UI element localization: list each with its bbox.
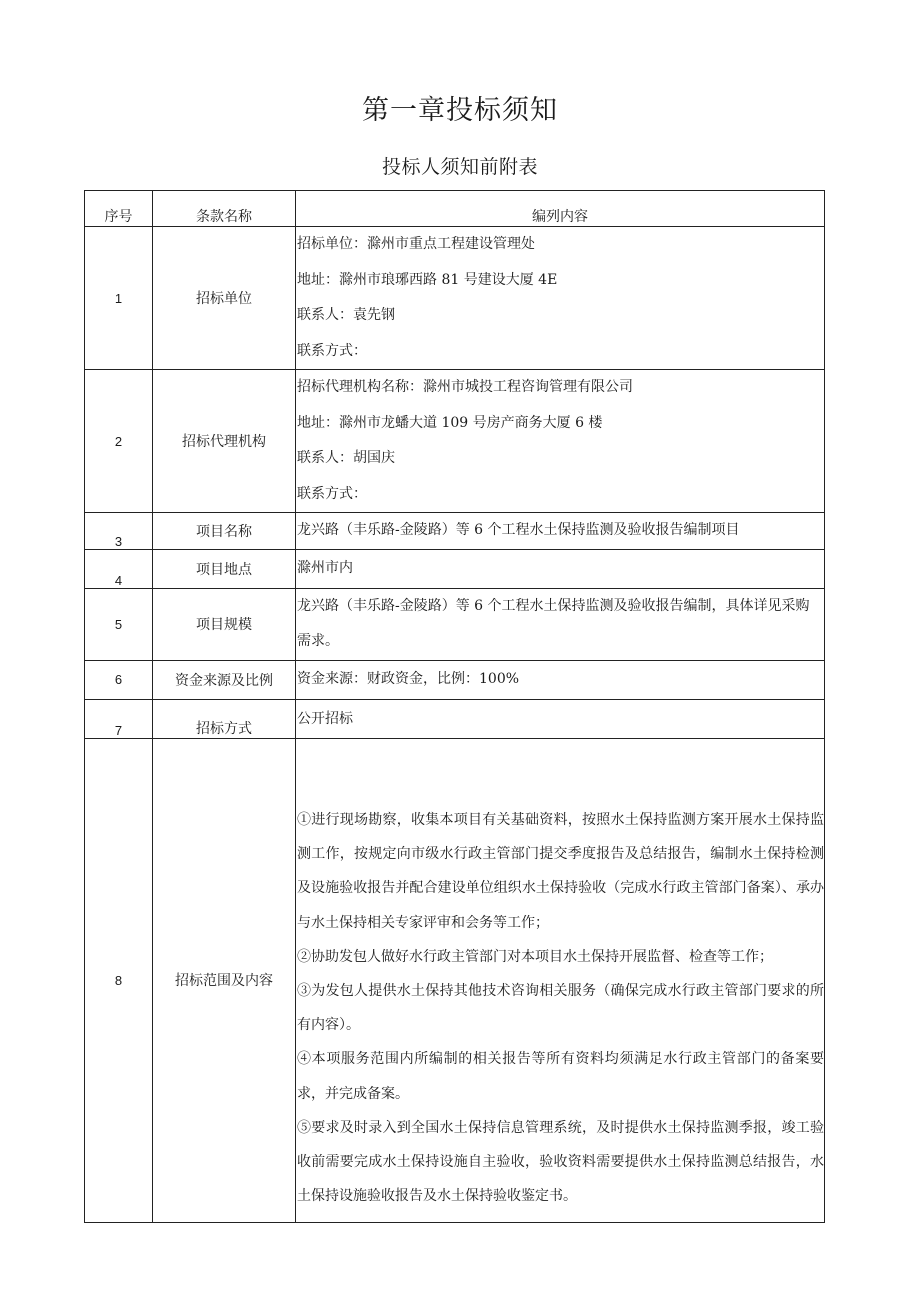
header-content: 编列内容 [296, 191, 825, 227]
row-number: 1 [85, 227, 153, 370]
table-title: 投标人须知前附表 [381, 156, 538, 178]
content-paragraph: ③为发包人提供水土保持其他技术咨询相关服务（确保完成水行政主管部门要求的所有内容）。 [297, 983, 824, 1034]
row-number: 7 [85, 699, 153, 738]
clause-content [296, 738, 825, 1222]
row-number: 8 [85, 738, 153, 1222]
row-number: 5 [85, 588, 153, 660]
row-number: 6 [85, 660, 153, 699]
table-row [85, 588, 825, 660]
clause-name: 招标代理机构 [153, 370, 296, 513]
clause-name: 项目名称 [153, 513, 296, 550]
clause-name: 招标单位 [153, 227, 296, 370]
bidder-instructions-table [84, 190, 825, 1223]
content-line: 联系方式： [297, 485, 367, 502]
content-line: 联系方式： [297, 342, 367, 359]
table-row [85, 227, 825, 370]
content-line: 招标代理机构名称：滁州市城投工程咨询管理有限公司 [297, 379, 633, 395]
table-row [85, 660, 825, 699]
row-number: 2 [85, 370, 153, 513]
table-header-row [85, 191, 825, 227]
row-number: 3 [85, 513, 153, 550]
clause-content: 龙兴路（丰乐路-金陵路）等 6 个工程水土保持监测及验收报告编制项目 [296, 513, 825, 550]
content-line: 地址：滁州市龙蟠大道 109 号房产商务大厦 6 楼 [297, 414, 603, 431]
clause-content [296, 370, 825, 513]
table-row [85, 370, 825, 513]
content-paragraph: ④本项服务范围内所编制的相关报告等所有资料均须满足水行政主管部门的备案要求，并完成备案。 [297, 1051, 824, 1102]
clause-name: 项目地点 [153, 549, 296, 588]
content-paragraph: ②协助发包人做好水行政主管部门对本项目水土保持开展监督、检查等工作； [297, 948, 773, 965]
content-line: 联系人：胡国庆 [297, 450, 395, 466]
clause-content [296, 227, 825, 370]
clause-content: 滁州市内 [296, 549, 825, 588]
content-line: 地址：滁州市琅琊西路 81 号建设大厦 4E [297, 271, 558, 288]
content-line: 联系人：袁先钢 [297, 307, 395, 323]
chapter-title: 第一章投标须知 [362, 95, 558, 126]
table-row [85, 738, 825, 1222]
clause-content: 资金来源：财政资金，比例：100% [296, 660, 825, 699]
table-row [85, 513, 825, 550]
content-paragraph: ①进行现场勘察，收集本项目有关基础资料，按照水土保持监测方案开展水土保持监测工作，按规定向市级水行政主管部门提交季度报告及总结报告，编制水土保持检测及设施验收报告并配合建设单位组织水土保持验收（完成水行政主管部门备案）、承办与水土保持相关专家评审和会务等工作； [297, 812, 824, 931]
header-number: 序号 [85, 191, 153, 227]
table-row [85, 549, 825, 588]
row-number: 4 [85, 549, 153, 588]
clause-name: 项目规模 [153, 588, 296, 660]
clause-name: 资金来源及比例 [153, 660, 296, 699]
clause-content: 公开招标 [296, 699, 825, 738]
clause-name: 招标方式 [153, 699, 296, 738]
clause-content: 龙兴路（丰乐路-金陵路）等 6 个工程水土保持监测及验收报告编制，具体详见采购需求。 [296, 588, 825, 660]
content-line: 招标单位：滁州市重点工程建设管理处 [297, 236, 535, 252]
table-row [85, 699, 825, 738]
clause-name: 招标范围及内容 [153, 738, 296, 1222]
content-paragraph: ⑤要求及时录入到全国水土保持信息管理系统，及时提供水土保持监测季报，竣工验收前需要完成水土保持设施自主验收，验收资料需要提供水土保持监测总结报告，水土保持设施验收报告及水土保持验收鉴定书。 [297, 1119, 824, 1205]
header-clause-name: 条款名称 [153, 191, 296, 227]
